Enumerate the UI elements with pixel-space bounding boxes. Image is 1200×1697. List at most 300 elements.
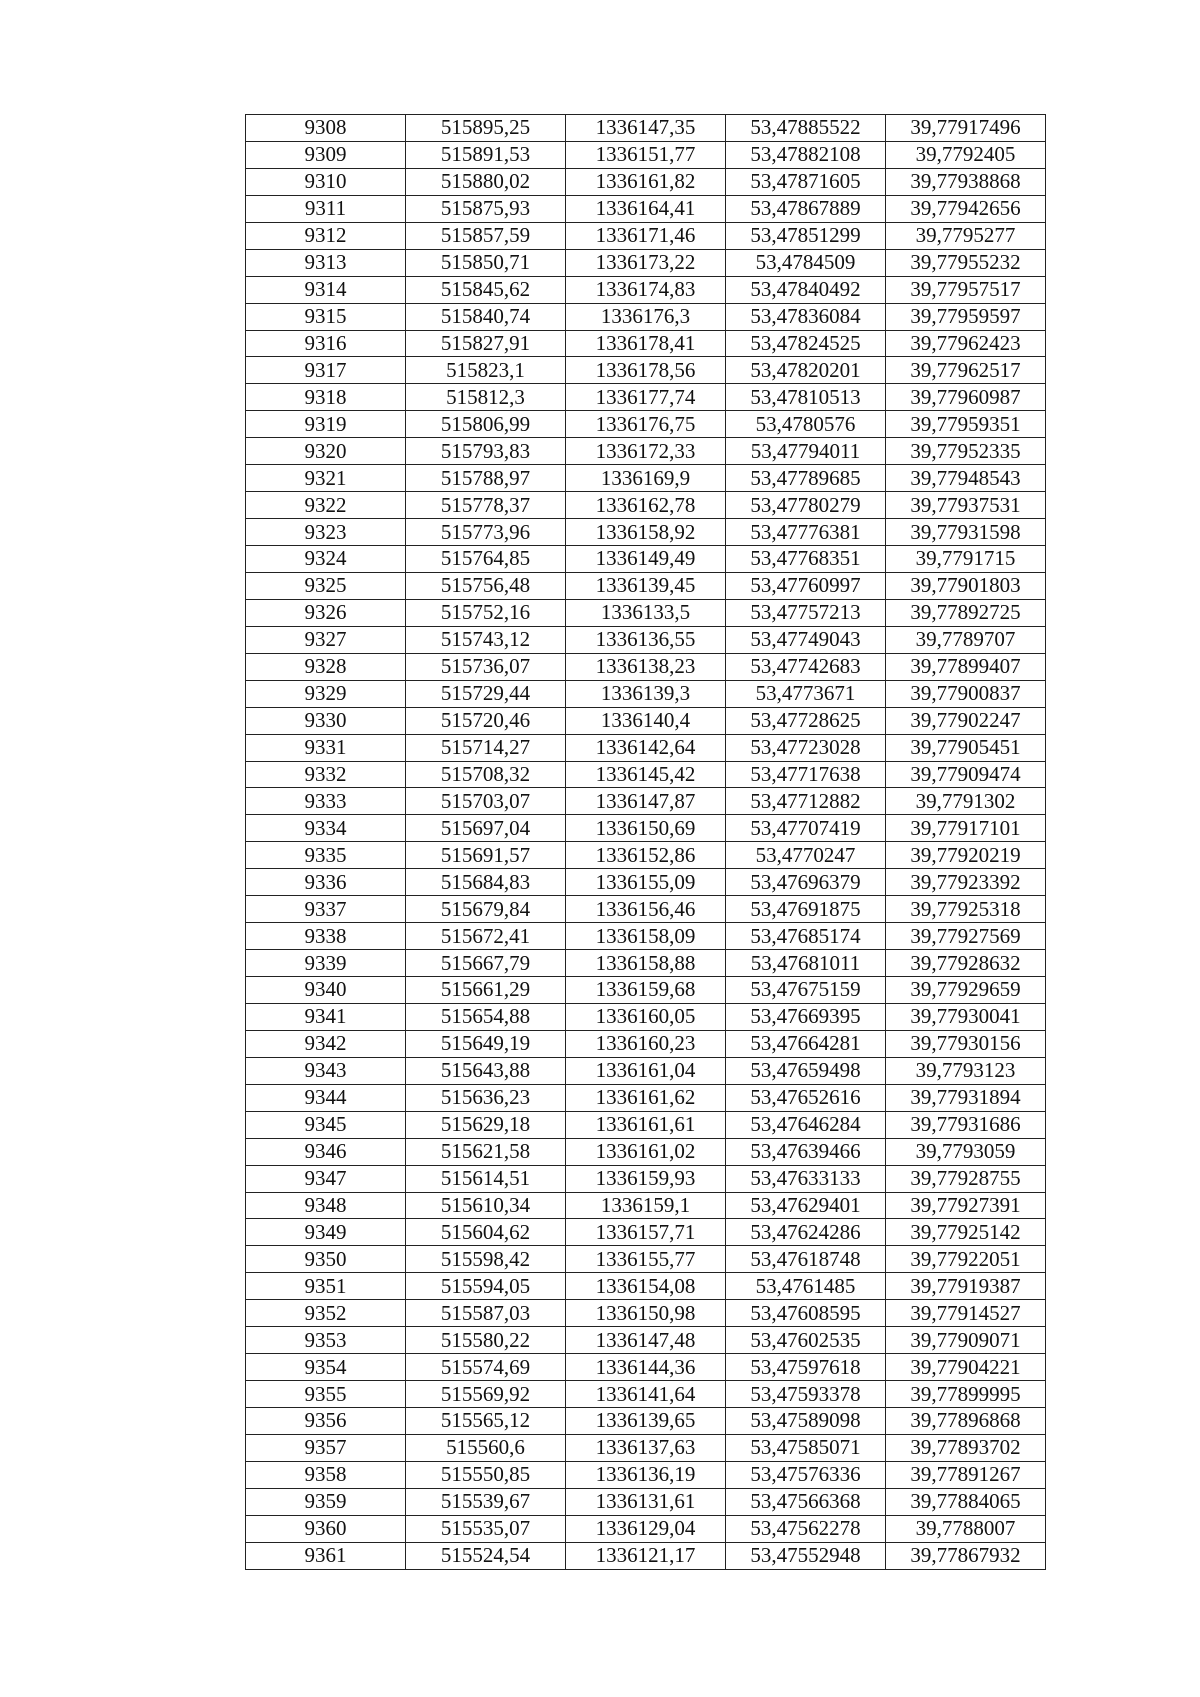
table-row bbox=[246, 546, 1046, 573]
point-number-cell: 9350 bbox=[246, 1246, 406, 1273]
point-number-cell: 9328 bbox=[246, 653, 406, 680]
point-number-cell: 9335 bbox=[246, 842, 406, 869]
x-coordinate-cell: 515654,88 bbox=[406, 1003, 566, 1030]
latitude-cell: 53,47760997 bbox=[726, 572, 886, 599]
latitude-cell: 53,47836084 bbox=[726, 303, 886, 330]
longitude-cell: 39,77922051 bbox=[886, 1246, 1046, 1273]
latitude-cell: 53,47885522 bbox=[726, 115, 886, 142]
latitude-cell: 53,47633133 bbox=[726, 1165, 886, 1192]
y-coordinate-cell: 1336133,5 bbox=[566, 599, 726, 626]
latitude-cell: 53,47776381 bbox=[726, 519, 886, 546]
latitude-cell: 53,47597618 bbox=[726, 1354, 886, 1381]
latitude-cell: 53,47867889 bbox=[726, 195, 886, 222]
point-number-cell: 9318 bbox=[246, 384, 406, 411]
longitude-cell: 39,77929659 bbox=[886, 977, 1046, 1004]
y-coordinate-cell: 1336155,77 bbox=[566, 1246, 726, 1273]
point-number-cell: 9349 bbox=[246, 1219, 406, 1246]
point-number-cell: 9322 bbox=[246, 492, 406, 519]
table-row bbox=[246, 141, 1046, 168]
longitude-cell: 39,77899407 bbox=[886, 653, 1046, 680]
point-number-cell: 9359 bbox=[246, 1488, 406, 1515]
latitude-cell: 53,47789685 bbox=[726, 465, 886, 492]
y-coordinate-cell: 1336131,61 bbox=[566, 1488, 726, 1515]
latitude-cell: 53,47757213 bbox=[726, 599, 886, 626]
longitude-cell: 39,77891267 bbox=[886, 1461, 1046, 1488]
point-number-cell: 9331 bbox=[246, 734, 406, 761]
y-coordinate-cell: 1336138,23 bbox=[566, 653, 726, 680]
point-number-cell: 9357 bbox=[246, 1434, 406, 1461]
x-coordinate-cell: 515793,83 bbox=[406, 438, 566, 465]
latitude-cell: 53,47717638 bbox=[726, 761, 886, 788]
y-coordinate-cell: 1336161,04 bbox=[566, 1057, 726, 1084]
latitude-cell: 53,47639466 bbox=[726, 1138, 886, 1165]
table-row bbox=[246, 195, 1046, 222]
x-coordinate-cell: 515850,71 bbox=[406, 249, 566, 276]
longitude-cell: 39,77917496 bbox=[886, 115, 1046, 142]
y-coordinate-cell: 1336172,33 bbox=[566, 438, 726, 465]
point-number-cell: 9348 bbox=[246, 1192, 406, 1219]
table-row bbox=[246, 168, 1046, 195]
x-coordinate-cell: 515649,19 bbox=[406, 1030, 566, 1057]
table-row bbox=[246, 1515, 1046, 1542]
y-coordinate-cell: 1336171,46 bbox=[566, 222, 726, 249]
longitude-cell: 39,77902247 bbox=[886, 707, 1046, 734]
x-coordinate-cell: 515708,32 bbox=[406, 761, 566, 788]
table-row bbox=[246, 707, 1046, 734]
point-number-cell: 9314 bbox=[246, 276, 406, 303]
table-row bbox=[246, 1434, 1046, 1461]
y-coordinate-cell: 1336136,55 bbox=[566, 626, 726, 653]
y-coordinate-cell: 1336176,75 bbox=[566, 411, 726, 438]
longitude-cell: 39,77905451 bbox=[886, 734, 1046, 761]
latitude-cell: 53,47824525 bbox=[726, 330, 886, 357]
y-coordinate-cell: 1336147,35 bbox=[566, 115, 726, 142]
point-number-cell: 9330 bbox=[246, 707, 406, 734]
x-coordinate-cell: 515895,25 bbox=[406, 115, 566, 142]
latitude-cell: 53,47840492 bbox=[726, 276, 886, 303]
point-number-cell: 9312 bbox=[246, 222, 406, 249]
x-coordinate-cell: 515535,07 bbox=[406, 1515, 566, 1542]
x-coordinate-cell: 515636,23 bbox=[406, 1084, 566, 1111]
x-coordinate-cell: 515643,88 bbox=[406, 1057, 566, 1084]
table-row bbox=[246, 519, 1046, 546]
table-row bbox=[246, 1381, 1046, 1408]
x-coordinate-cell: 515880,02 bbox=[406, 168, 566, 195]
y-coordinate-cell: 1336161,61 bbox=[566, 1111, 726, 1138]
latitude-cell: 53,47664281 bbox=[726, 1030, 886, 1057]
y-coordinate-cell: 1336154,08 bbox=[566, 1273, 726, 1300]
y-coordinate-cell: 1336137,63 bbox=[566, 1434, 726, 1461]
point-number-cell: 9342 bbox=[246, 1030, 406, 1057]
x-coordinate-cell: 515697,04 bbox=[406, 815, 566, 842]
table-row bbox=[246, 680, 1046, 707]
point-number-cell: 9337 bbox=[246, 896, 406, 923]
latitude-cell: 53,47712882 bbox=[726, 788, 886, 815]
latitude-cell: 53,47681011 bbox=[726, 950, 886, 977]
x-coordinate-cell: 515764,85 bbox=[406, 546, 566, 573]
latitude-cell: 53,47871605 bbox=[726, 168, 886, 195]
longitude-cell: 39,77901803 bbox=[886, 572, 1046, 599]
y-coordinate-cell: 1336158,88 bbox=[566, 950, 726, 977]
point-number-cell: 9333 bbox=[246, 788, 406, 815]
longitude-cell: 39,77909474 bbox=[886, 761, 1046, 788]
x-coordinate-cell: 515875,93 bbox=[406, 195, 566, 222]
point-number-cell: 9332 bbox=[246, 761, 406, 788]
y-coordinate-cell: 1336161,82 bbox=[566, 168, 726, 195]
latitude-cell: 53,47629401 bbox=[726, 1192, 886, 1219]
y-coordinate-cell: 1336173,22 bbox=[566, 249, 726, 276]
latitude-cell: 53,47820201 bbox=[726, 357, 886, 384]
point-number-cell: 9354 bbox=[246, 1354, 406, 1381]
point-number-cell: 9327 bbox=[246, 626, 406, 653]
latitude-cell: 53,4770247 bbox=[726, 842, 886, 869]
x-coordinate-cell: 515752,16 bbox=[406, 599, 566, 626]
point-number-cell: 9319 bbox=[246, 411, 406, 438]
table-row bbox=[246, 734, 1046, 761]
point-number-cell: 9344 bbox=[246, 1084, 406, 1111]
x-coordinate-cell: 515806,99 bbox=[406, 411, 566, 438]
point-number-cell: 9339 bbox=[246, 950, 406, 977]
table-row bbox=[246, 1003, 1046, 1030]
longitude-cell: 39,77867932 bbox=[886, 1542, 1046, 1569]
latitude-cell: 53,47646284 bbox=[726, 1111, 886, 1138]
x-coordinate-cell: 515684,83 bbox=[406, 869, 566, 896]
table-row bbox=[246, 761, 1046, 788]
point-number-cell: 9360 bbox=[246, 1515, 406, 1542]
table-row bbox=[246, 1192, 1046, 1219]
table-row bbox=[246, 115, 1046, 142]
table-row bbox=[246, 1542, 1046, 1569]
latitude-cell: 53,47851299 bbox=[726, 222, 886, 249]
latitude-cell: 53,47691875 bbox=[726, 896, 886, 923]
longitude-cell: 39,77884065 bbox=[886, 1488, 1046, 1515]
longitude-cell: 39,7791715 bbox=[886, 546, 1046, 573]
table-row bbox=[246, 788, 1046, 815]
y-coordinate-cell: 1336159,68 bbox=[566, 977, 726, 1004]
longitude-cell: 39,77962423 bbox=[886, 330, 1046, 357]
x-coordinate-cell: 515812,3 bbox=[406, 384, 566, 411]
point-number-cell: 9329 bbox=[246, 680, 406, 707]
y-coordinate-cell: 1336139,65 bbox=[566, 1408, 726, 1435]
x-coordinate-cell: 515598,42 bbox=[406, 1246, 566, 1273]
x-coordinate-cell: 515691,57 bbox=[406, 842, 566, 869]
table-row bbox=[246, 276, 1046, 303]
x-coordinate-cell: 515629,18 bbox=[406, 1111, 566, 1138]
table-row bbox=[246, 815, 1046, 842]
latitude-cell: 53,47685174 bbox=[726, 923, 886, 950]
y-coordinate-cell: 1336158,09 bbox=[566, 923, 726, 950]
point-number-cell: 9323 bbox=[246, 519, 406, 546]
point-number-cell: 9338 bbox=[246, 923, 406, 950]
longitude-cell: 39,77927391 bbox=[886, 1192, 1046, 1219]
latitude-cell: 53,4761485 bbox=[726, 1273, 886, 1300]
latitude-cell: 53,4780576 bbox=[726, 411, 886, 438]
y-coordinate-cell: 1336162,78 bbox=[566, 492, 726, 519]
y-coordinate-cell: 1336151,77 bbox=[566, 141, 726, 168]
y-coordinate-cell: 1336158,92 bbox=[566, 519, 726, 546]
y-coordinate-cell: 1336157,71 bbox=[566, 1219, 726, 1246]
longitude-cell: 39,77931686 bbox=[886, 1111, 1046, 1138]
latitude-cell: 53,47624286 bbox=[726, 1219, 886, 1246]
longitude-cell: 39,7792405 bbox=[886, 141, 1046, 168]
longitude-cell: 39,77893702 bbox=[886, 1434, 1046, 1461]
y-coordinate-cell: 1336147,87 bbox=[566, 788, 726, 815]
y-coordinate-cell: 1336136,19 bbox=[566, 1461, 726, 1488]
y-coordinate-cell: 1336152,86 bbox=[566, 842, 726, 869]
table-row bbox=[246, 1219, 1046, 1246]
x-coordinate-cell: 515773,96 bbox=[406, 519, 566, 546]
x-coordinate-cell: 515703,07 bbox=[406, 788, 566, 815]
x-coordinate-cell: 515524,54 bbox=[406, 1542, 566, 1569]
longitude-cell: 39,77927569 bbox=[886, 923, 1046, 950]
table-row bbox=[246, 357, 1046, 384]
x-coordinate-cell: 515729,44 bbox=[406, 680, 566, 707]
point-number-cell: 9352 bbox=[246, 1300, 406, 1327]
latitude-cell: 53,47652616 bbox=[726, 1084, 886, 1111]
x-coordinate-cell: 515580,22 bbox=[406, 1327, 566, 1354]
y-coordinate-cell: 1336178,56 bbox=[566, 357, 726, 384]
longitude-cell: 39,77955232 bbox=[886, 249, 1046, 276]
point-number-cell: 9361 bbox=[246, 1542, 406, 1569]
longitude-cell: 39,77952335 bbox=[886, 438, 1046, 465]
y-coordinate-cell: 1336156,46 bbox=[566, 896, 726, 923]
y-coordinate-cell: 1336129,04 bbox=[566, 1515, 726, 1542]
longitude-cell: 39,77909071 bbox=[886, 1327, 1046, 1354]
table-row bbox=[246, 492, 1046, 519]
y-coordinate-cell: 1336139,3 bbox=[566, 680, 726, 707]
point-number-cell: 9347 bbox=[246, 1165, 406, 1192]
y-coordinate-cell: 1336142,64 bbox=[566, 734, 726, 761]
point-number-cell: 9340 bbox=[246, 977, 406, 1004]
x-coordinate-cell: 515621,58 bbox=[406, 1138, 566, 1165]
x-coordinate-cell: 515736,07 bbox=[406, 653, 566, 680]
longitude-cell: 39,77930041 bbox=[886, 1003, 1046, 1030]
table-row bbox=[246, 1354, 1046, 1381]
longitude-cell: 39,77900837 bbox=[886, 680, 1046, 707]
longitude-cell: 39,7789707 bbox=[886, 626, 1046, 653]
coordinates-table bbox=[245, 114, 1046, 1570]
y-coordinate-cell: 1336164,41 bbox=[566, 195, 726, 222]
latitude-cell: 53,47794011 bbox=[726, 438, 886, 465]
table-row bbox=[246, 923, 1046, 950]
table-row bbox=[246, 599, 1046, 626]
y-coordinate-cell: 1336159,93 bbox=[566, 1165, 726, 1192]
table-row bbox=[246, 869, 1046, 896]
table-row bbox=[246, 330, 1046, 357]
point-number-cell: 9324 bbox=[246, 546, 406, 573]
table-row bbox=[246, 1408, 1046, 1435]
table-row bbox=[246, 1273, 1046, 1300]
latitude-cell: 53,47723028 bbox=[726, 734, 886, 761]
table-row bbox=[246, 249, 1046, 276]
latitude-cell: 53,47810513 bbox=[726, 384, 886, 411]
latitude-cell: 53,4773671 bbox=[726, 680, 886, 707]
table-row bbox=[246, 465, 1046, 492]
table-row bbox=[246, 1057, 1046, 1084]
longitude-cell: 39,77938868 bbox=[886, 168, 1046, 195]
longitude-cell: 39,77904221 bbox=[886, 1354, 1046, 1381]
y-coordinate-cell: 1336155,09 bbox=[566, 869, 726, 896]
longitude-cell: 39,77914527 bbox=[886, 1300, 1046, 1327]
latitude-cell: 53,47589098 bbox=[726, 1408, 886, 1435]
table-row bbox=[246, 950, 1046, 977]
y-coordinate-cell: 1336144,36 bbox=[566, 1354, 726, 1381]
longitude-cell: 39,77928632 bbox=[886, 950, 1046, 977]
point-number-cell: 9325 bbox=[246, 572, 406, 599]
y-coordinate-cell: 1336150,69 bbox=[566, 815, 726, 842]
longitude-cell: 39,77942656 bbox=[886, 195, 1046, 222]
longitude-cell: 39,77896868 bbox=[886, 1408, 1046, 1435]
latitude-cell: 53,47728625 bbox=[726, 707, 886, 734]
y-coordinate-cell: 1336176,3 bbox=[566, 303, 726, 330]
x-coordinate-cell: 515743,12 bbox=[406, 626, 566, 653]
latitude-cell: 53,47707419 bbox=[726, 815, 886, 842]
latitude-cell: 53,47566368 bbox=[726, 1488, 886, 1515]
latitude-cell: 53,47742683 bbox=[726, 653, 886, 680]
latitude-cell: 53,47669395 bbox=[726, 1003, 886, 1030]
y-coordinate-cell: 1336160,05 bbox=[566, 1003, 726, 1030]
table-row bbox=[246, 626, 1046, 653]
longitude-cell: 39,77931894 bbox=[886, 1084, 1046, 1111]
latitude-cell: 53,47593378 bbox=[726, 1381, 886, 1408]
coordinates-table-body bbox=[246, 115, 1046, 1570]
longitude-cell: 39,7788007 bbox=[886, 1515, 1046, 1542]
point-number-cell: 9316 bbox=[246, 330, 406, 357]
longitude-cell: 39,77917101 bbox=[886, 815, 1046, 842]
x-coordinate-cell: 515539,67 bbox=[406, 1488, 566, 1515]
y-coordinate-cell: 1336174,83 bbox=[566, 276, 726, 303]
latitude-cell: 53,4784509 bbox=[726, 249, 886, 276]
x-coordinate-cell: 515857,59 bbox=[406, 222, 566, 249]
latitude-cell: 53,47675159 bbox=[726, 977, 886, 1004]
latitude-cell: 53,47696379 bbox=[726, 869, 886, 896]
point-number-cell: 9321 bbox=[246, 465, 406, 492]
longitude-cell: 39,77959597 bbox=[886, 303, 1046, 330]
x-coordinate-cell: 515845,62 bbox=[406, 276, 566, 303]
longitude-cell: 39,77919387 bbox=[886, 1273, 1046, 1300]
y-coordinate-cell: 1336139,45 bbox=[566, 572, 726, 599]
x-coordinate-cell: 515667,79 bbox=[406, 950, 566, 977]
point-number-cell: 9351 bbox=[246, 1273, 406, 1300]
table-row bbox=[246, 896, 1046, 923]
y-coordinate-cell: 1336161,62 bbox=[566, 1084, 726, 1111]
x-coordinate-cell: 515574,69 bbox=[406, 1354, 566, 1381]
y-coordinate-cell: 1336147,48 bbox=[566, 1327, 726, 1354]
x-coordinate-cell: 515594,05 bbox=[406, 1273, 566, 1300]
y-coordinate-cell: 1336141,64 bbox=[566, 1381, 726, 1408]
latitude-cell: 53,47562278 bbox=[726, 1515, 886, 1542]
y-coordinate-cell: 1336169,9 bbox=[566, 465, 726, 492]
y-coordinate-cell: 1336140,4 bbox=[566, 707, 726, 734]
y-coordinate-cell: 1336160,23 bbox=[566, 1030, 726, 1057]
point-number-cell: 9343 bbox=[246, 1057, 406, 1084]
x-coordinate-cell: 515587,03 bbox=[406, 1300, 566, 1327]
y-coordinate-cell: 1336150,98 bbox=[566, 1300, 726, 1327]
x-coordinate-cell: 515569,92 bbox=[406, 1381, 566, 1408]
point-number-cell: 9334 bbox=[246, 815, 406, 842]
point-number-cell: 9345 bbox=[246, 1111, 406, 1138]
table-row bbox=[246, 411, 1046, 438]
longitude-cell: 39,7795277 bbox=[886, 222, 1046, 249]
point-number-cell: 9311 bbox=[246, 195, 406, 222]
table-row bbox=[246, 1461, 1046, 1488]
y-coordinate-cell: 1336161,02 bbox=[566, 1138, 726, 1165]
longitude-cell: 39,77930156 bbox=[886, 1030, 1046, 1057]
point-number-cell: 9326 bbox=[246, 599, 406, 626]
table-row bbox=[246, 303, 1046, 330]
point-number-cell: 9353 bbox=[246, 1327, 406, 1354]
table-row bbox=[246, 1488, 1046, 1515]
latitude-cell: 53,47602535 bbox=[726, 1327, 886, 1354]
table-row bbox=[246, 1111, 1046, 1138]
x-coordinate-cell: 515672,41 bbox=[406, 923, 566, 950]
point-number-cell: 9317 bbox=[246, 357, 406, 384]
x-coordinate-cell: 515604,62 bbox=[406, 1219, 566, 1246]
x-coordinate-cell: 515565,12 bbox=[406, 1408, 566, 1435]
latitude-cell: 53,47659498 bbox=[726, 1057, 886, 1084]
y-coordinate-cell: 1336159,1 bbox=[566, 1192, 726, 1219]
latitude-cell: 53,47576336 bbox=[726, 1461, 886, 1488]
x-coordinate-cell: 515679,84 bbox=[406, 896, 566, 923]
x-coordinate-cell: 515778,37 bbox=[406, 492, 566, 519]
longitude-cell: 39,77899995 bbox=[886, 1381, 1046, 1408]
longitude-cell: 39,77923392 bbox=[886, 869, 1046, 896]
table-row bbox=[246, 438, 1046, 465]
latitude-cell: 53,47780279 bbox=[726, 492, 886, 519]
latitude-cell: 53,47749043 bbox=[726, 626, 886, 653]
longitude-cell: 39,77931598 bbox=[886, 519, 1046, 546]
latitude-cell: 53,47585071 bbox=[726, 1434, 886, 1461]
point-number-cell: 9356 bbox=[246, 1408, 406, 1435]
x-coordinate-cell: 515661,29 bbox=[406, 977, 566, 1004]
table-row bbox=[246, 572, 1046, 599]
point-number-cell: 9358 bbox=[246, 1461, 406, 1488]
point-number-cell: 9308 bbox=[246, 115, 406, 142]
x-coordinate-cell: 515560,6 bbox=[406, 1434, 566, 1461]
x-coordinate-cell: 515614,51 bbox=[406, 1165, 566, 1192]
x-coordinate-cell: 515714,27 bbox=[406, 734, 566, 761]
longitude-cell: 39,77928755 bbox=[886, 1165, 1046, 1192]
longitude-cell: 39,77920219 bbox=[886, 842, 1046, 869]
point-number-cell: 9315 bbox=[246, 303, 406, 330]
table-row bbox=[246, 842, 1046, 869]
y-coordinate-cell: 1336149,49 bbox=[566, 546, 726, 573]
table-row bbox=[246, 1138, 1046, 1165]
point-number-cell: 9320 bbox=[246, 438, 406, 465]
longitude-cell: 39,77925318 bbox=[886, 896, 1046, 923]
latitude-cell: 53,47882108 bbox=[726, 141, 886, 168]
point-number-cell: 9341 bbox=[246, 1003, 406, 1030]
y-coordinate-cell: 1336145,42 bbox=[566, 761, 726, 788]
latitude-cell: 53,47768351 bbox=[726, 546, 886, 573]
table-row bbox=[246, 977, 1046, 1004]
point-number-cell: 9313 bbox=[246, 249, 406, 276]
table-row bbox=[246, 222, 1046, 249]
longitude-cell: 39,77948543 bbox=[886, 465, 1046, 492]
x-coordinate-cell: 515840,74 bbox=[406, 303, 566, 330]
latitude-cell: 53,47618748 bbox=[726, 1246, 886, 1273]
latitude-cell: 53,47608595 bbox=[726, 1300, 886, 1327]
longitude-cell: 39,77957517 bbox=[886, 276, 1046, 303]
longitude-cell: 39,7791302 bbox=[886, 788, 1046, 815]
y-coordinate-cell: 1336177,74 bbox=[566, 384, 726, 411]
table-row bbox=[246, 1327, 1046, 1354]
point-number-cell: 9310 bbox=[246, 168, 406, 195]
point-number-cell: 9355 bbox=[246, 1381, 406, 1408]
point-number-cell: 9346 bbox=[246, 1138, 406, 1165]
x-coordinate-cell: 515827,91 bbox=[406, 330, 566, 357]
longitude-cell: 39,77962517 bbox=[886, 357, 1046, 384]
